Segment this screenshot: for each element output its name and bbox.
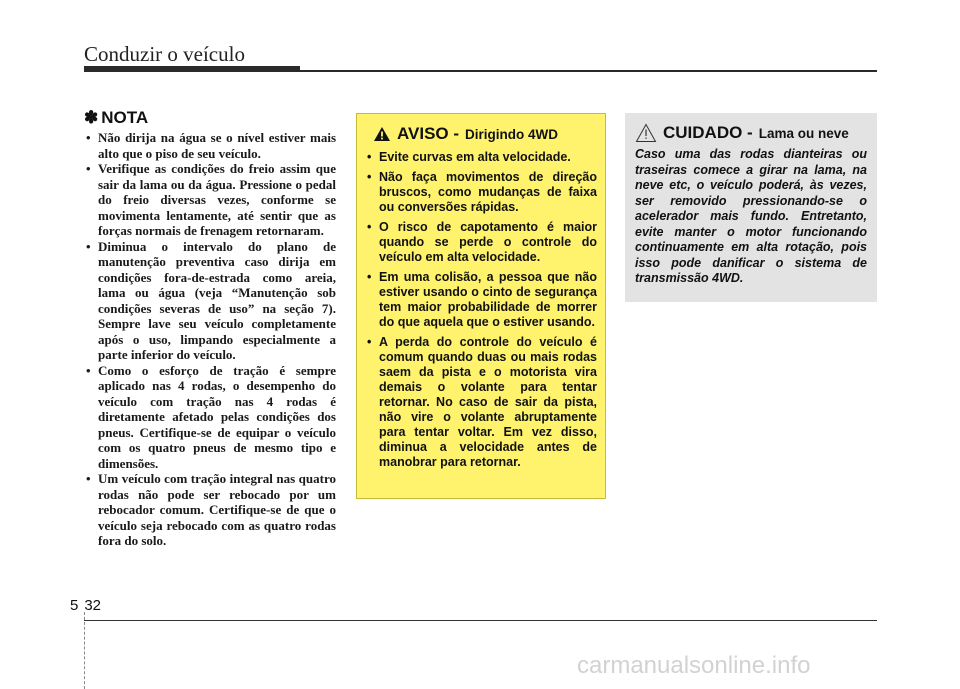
aviso-item: • Não faça movimentos de direção bruscos, como mudanças de faixa ou conversões rápidas. xyxy=(365,170,597,215)
aviso-item: • Em uma colisão, a pessoa que não estiver usando o cinto de segurança tem maior probabilidade de morrer do que aquela que o estiver usando. xyxy=(365,270,597,330)
nota-item: • Um veículo com tração integral nas quatro rodas não pode ser rebocado por um rebocador comum. Certifique-se de que o veículo seja rebocado com as quatro rodas fora do solo. xyxy=(84,471,336,549)
aviso-title: AVISO - xyxy=(397,124,460,143)
nota-section xyxy=(84,108,336,549)
cuidado-caution-box xyxy=(625,113,877,302)
aviso-subtitle: Dirigindo 4WD xyxy=(465,126,559,142)
nota-item: • Diminua o intervalo do plano de manutenção preventiva caso dirija em condições fora-de-estrada como areia, lama ou água (veja “Manutenção sob condições severas de uso” na seção 7). Sempre lave seu veículo completamente após o uso, limpando especialmente a parte inferior do veículo. xyxy=(84,239,336,363)
aviso-heading xyxy=(365,124,597,144)
footer-rule xyxy=(84,620,877,621)
nota-item: • Verifique as condições do freio assim que sair da lama ou da água. Pressione o pedal do freio diversas vezes, conforme se movimenta lentamente, até sentir que as forças normais de frenagem retornaram. xyxy=(84,161,336,239)
aviso-item: • Evite curvas em alta velocidade. xyxy=(365,150,597,165)
nota-heading xyxy=(84,108,336,128)
cuidado-subtitle: Lama ou neve xyxy=(758,125,849,141)
section-number: 5 xyxy=(70,597,79,614)
warning-triangle-filled-icon xyxy=(373,126,391,142)
nota-item: • Não dirija na água se o nível estiver mais alto que o piso de seu veículo. xyxy=(84,130,336,161)
header-bar xyxy=(84,66,300,72)
nota-list xyxy=(84,130,336,549)
cuidado-title: CUIDADO - xyxy=(663,123,753,142)
aviso-item: • O risco de capotamento é maior quando se perde o controle do veículo em alta velocidade. xyxy=(365,220,597,265)
watermark: carmanualsonline.info xyxy=(577,652,811,679)
nota-title: NOTA xyxy=(101,108,149,127)
aviso-list xyxy=(365,150,597,470)
page-number-value: 32 xyxy=(84,597,102,614)
aviso-item: • A perda do controle do veículo é comum quando duas ou mais rodas saem da pista e o motorista vira demais o volante para tentar retornar. No caso de sair da pista, não vire o volante abruptamente para tentar voltar. Em vez disso, diminua a velocidade antes de manobrar para retornar. xyxy=(365,335,597,470)
asterisk-icon: ✽ xyxy=(84,108,99,127)
aviso-warning-box xyxy=(356,113,606,499)
cuidado-text: Caso uma das rodas dianteiras ou traseiras comece a girar na lama, na neve etc, o veículo poderá, às vezes, ser removido pressionando-se o acelerador mais fundo. Entretanto, evite manter o motor funcionando continuamente em alta rotação, pois isso pode danificar o sistema de transmissão 4WD. xyxy=(635,147,867,285)
cuidado-heading xyxy=(635,123,867,143)
page-number xyxy=(70,597,101,614)
nota-item: • Como o esforço de tração é sempre aplicado nas 4 rodas, o desempenho do veículo com tração nas 4 rodas é diretamente afetado pelas condições dos pneus. Certifique-se de equipar o veículo com os quatro pneus de mesmo tipo e dimensões. xyxy=(84,363,336,472)
page-header-title: Conduzir o veículo xyxy=(84,42,245,66)
caution-triangle-outline-icon xyxy=(635,123,657,143)
header-rule xyxy=(300,70,877,72)
footer-divider xyxy=(84,612,86,689)
